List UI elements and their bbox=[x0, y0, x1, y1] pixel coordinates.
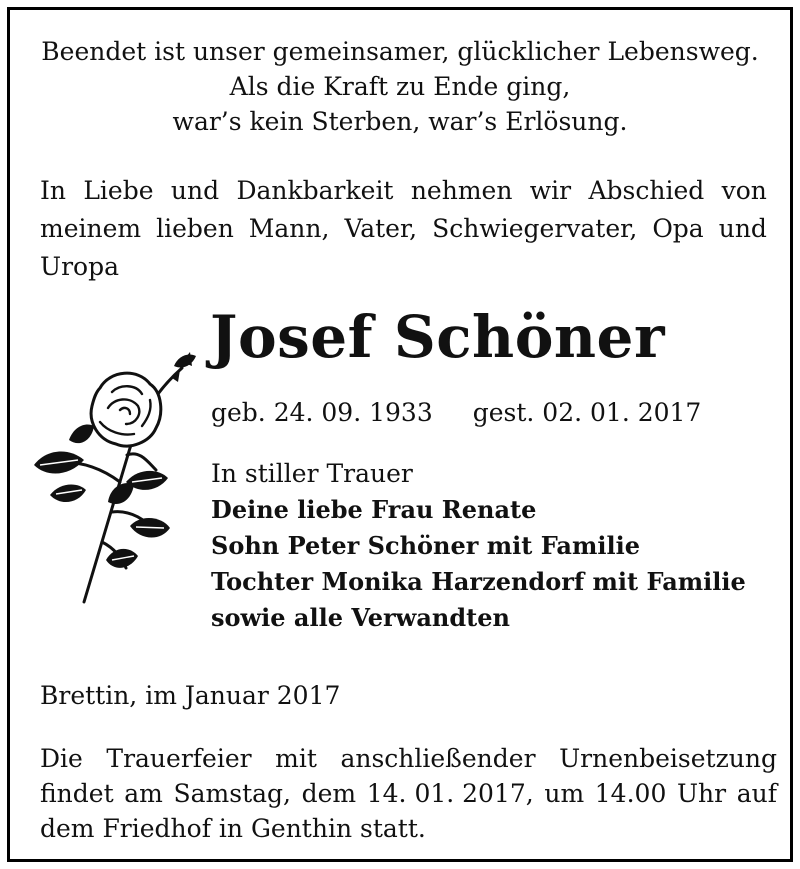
funeral-line bbox=[40, 811, 777, 846]
intro-word: Liebe bbox=[83, 176, 154, 205]
intro-word: von bbox=[721, 176, 767, 205]
verse bbox=[10, 34, 790, 139]
obituary-notice bbox=[7, 7, 793, 862]
funeral-word: Samstag, bbox=[173, 779, 291, 808]
mourning-heading: In stiller Trauer bbox=[211, 459, 413, 488]
funeral-word: um bbox=[544, 779, 585, 808]
intro-word: Mann, bbox=[248, 214, 330, 243]
intro-word: nehmen bbox=[410, 176, 513, 205]
funeral-line bbox=[40, 776, 777, 811]
funeral-word: Die bbox=[40, 744, 83, 773]
rose-icon bbox=[22, 330, 202, 605]
mourner: Tochter Monika Harzendorf mit Familie bbox=[211, 567, 746, 596]
intro-word: Abschied bbox=[588, 176, 705, 205]
funeral-word: Urnenbeisetzung bbox=[559, 744, 777, 773]
intro-word: lieben bbox=[156, 214, 234, 243]
mourner: Deine liebe Frau Renate bbox=[211, 495, 537, 524]
death-date: gest. 02. 01. 2017 bbox=[472, 398, 702, 427]
intro-word: und bbox=[170, 176, 220, 205]
intro-word: meinem bbox=[40, 214, 142, 243]
intro-word: und bbox=[718, 214, 767, 243]
intro-word: Uropa bbox=[40, 252, 119, 281]
mourner: sowie alle Verwandten bbox=[211, 603, 510, 632]
intro-word: Dankbarkeit bbox=[236, 176, 394, 205]
funeral-word: am bbox=[124, 779, 163, 808]
funeral-word: Trauerfeier bbox=[106, 744, 252, 773]
mourners-block bbox=[211, 456, 746, 636]
intro-line bbox=[40, 248, 767, 286]
intro-text bbox=[40, 172, 767, 286]
intro-line bbox=[40, 210, 767, 248]
intro-word: In bbox=[40, 176, 66, 205]
intro-word: wir bbox=[529, 176, 572, 205]
funeral-line bbox=[40, 741, 777, 776]
funeral-word: 14. 01. 2017, bbox=[366, 779, 534, 808]
intro-word: Vater, bbox=[344, 214, 418, 243]
funeral-word: 14.00 bbox=[594, 779, 667, 808]
funeral-word: anschließender bbox=[340, 744, 536, 773]
deceased-name: Josef Schöner bbox=[210, 303, 666, 371]
verse-line: war’s kein Sterben, war’s Erlösung. bbox=[172, 107, 628, 136]
verse-line: Beendet ist unser gemeinsamer, glücklicher Lebensweg. bbox=[41, 37, 759, 66]
funeral-info bbox=[40, 741, 777, 846]
life-dates bbox=[211, 395, 701, 431]
funeral-word: Uhr bbox=[676, 779, 727, 808]
funeral-word: findet bbox=[40, 779, 114, 808]
birth-date: geb. 24. 09. 1933 bbox=[211, 398, 433, 427]
verse-line: Als die Kraft zu Ende ging, bbox=[229, 72, 571, 101]
intro-word: Schwiegervater, bbox=[432, 214, 638, 243]
intro-line bbox=[40, 172, 767, 210]
funeral-word: dem Friedhof in Genthin statt. bbox=[40, 814, 426, 843]
intro-word: Opa bbox=[652, 214, 704, 243]
funeral-word: dem bbox=[301, 779, 357, 808]
funeral-word: mit bbox=[275, 744, 317, 773]
place-date: Brettin, im Januar 2017 bbox=[40, 681, 341, 710]
funeral-word: auf bbox=[736, 779, 777, 808]
mourner: Sohn Peter Schöner mit Familie bbox=[211, 531, 640, 560]
